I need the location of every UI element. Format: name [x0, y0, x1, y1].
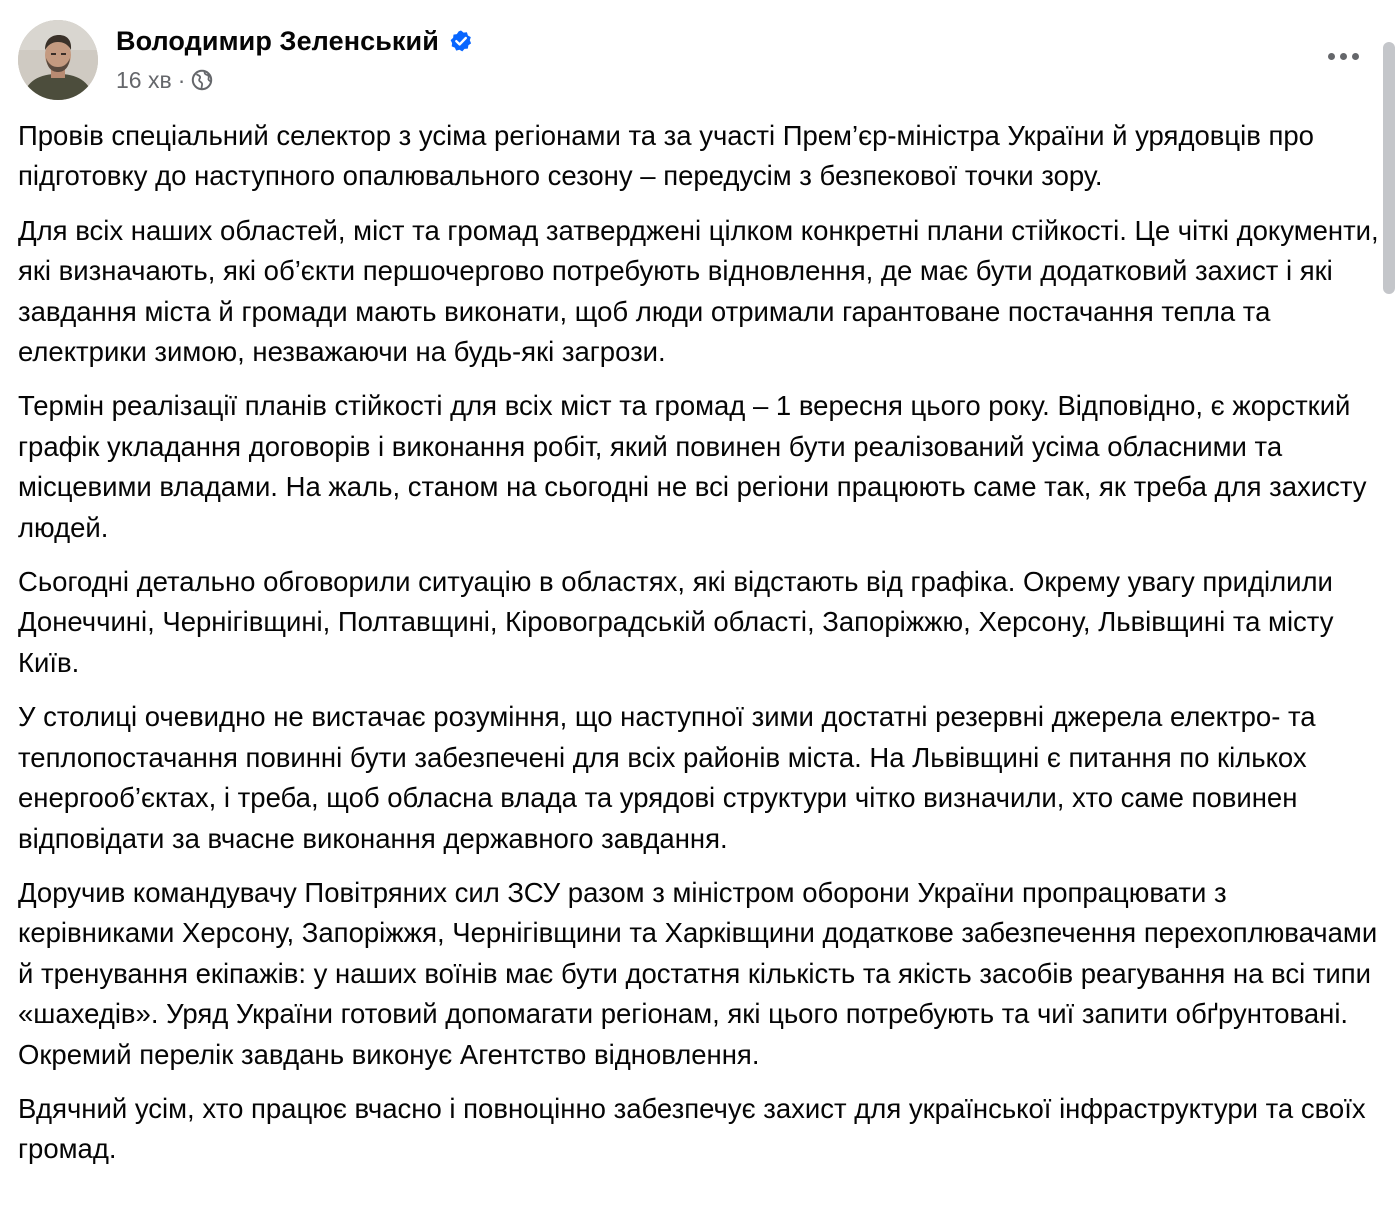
more-options-button[interactable] [1318, 38, 1368, 74]
vertical-scrollbar[interactable] [1380, 0, 1400, 1224]
post-body [18, 116, 1383, 1184]
post-header [18, 20, 1378, 100]
verified-badge-icon [449, 29, 473, 53]
meta-separator: · [177, 66, 186, 93]
post-meta [116, 66, 213, 94]
author-name[interactable]: Володимир Зеленський [116, 25, 439, 56]
more-options-dot [1352, 53, 1359, 60]
post-paragraph: Для всіх наших областей, міст та громад затверджені цілком конкретні плани стійкості. Це чіткі документи, які визначають, які об’єкти першочергово потребують відновлення, де має бути додатковий захист і які завдання міста й громади мають виконати, щоб люди отримали гарантоване постачання тепла та електрики зимою, незважаючи на будь-які загрози. [18, 214, 1379, 368]
post-paragraph: У столиці очевидно не вистачає розуміння, що наступної зими достатні резервні джерела електро- та теплопостачання повинні бути забезпечені для всіх районів міста. На Львівщині є питання по кількох енергооб’єктах, і треба, щоб обласна влада та урядові структури чітко визначили, хто саме повинен відповідати за вчасне виконання державного завдання. [18, 701, 1316, 854]
author-line [116, 24, 473, 58]
post-timestamp[interactable]: 16 хв [116, 66, 172, 93]
more-options-dot [1340, 53, 1347, 60]
globe-icon[interactable] [191, 69, 213, 91]
scrollbar-thumb[interactable] [1383, 42, 1395, 294]
post-paragraph: Провів спеціальний селектор з усіма регіонами та за участі Прем’єр-міністра України й урядовців про підготовку до наступного опалювального сезону – передусім з безпекової точки зору. [18, 120, 1314, 192]
post-paragraph: Вдячний усім, хто працює вчасно і повноцінно забезпечує захист для української інфраструктури та своїх громад. [18, 1092, 1366, 1165]
post-paragraph: Доручив командувачу Повітряних сил ЗСУ разом з міністром оборони України пропрацювати з керівниками Херсону, Запоріжжя, Чернігівщини та Харківщини додаткове забезпечення перехоплювачами й тренування екіпажів: у наших воїнів має бути достатня кількість та якість засобів реагування на всі типи «шахедів». Уряд України готовий допомагати регіонам, які цього потребують та чиї запити обґрунтовані. Окремий перелік завдань виконує Агентство відновлення. [18, 876, 1378, 1070]
more-options-icon [1328, 53, 1335, 60]
post-paragraph: Термін реалізації планів стійкості для всіх міст та громад – 1 вересня цього року. Відповідно, є жорсткий графік укладання договорів і виконання робіт, який повинен бути реалізований усіма обласними та місцевими владами. На жаль, станом на сьогодні не всі регіони працюють саме так, як треба для захисту людей. [18, 390, 1367, 543]
post-paragraph: Сьогодні детально обговорили ситуацію в областях, які відстають від графіка. Окрему увагу приділили Донеччині, Чернігівщині, Полтавщині, Кіровоградській області, Запоріжжю, Херсону, Львівщині та місту Київ. [18, 566, 1334, 678]
profile-photo [18, 20, 98, 100]
author-avatar[interactable] [18, 20, 98, 100]
